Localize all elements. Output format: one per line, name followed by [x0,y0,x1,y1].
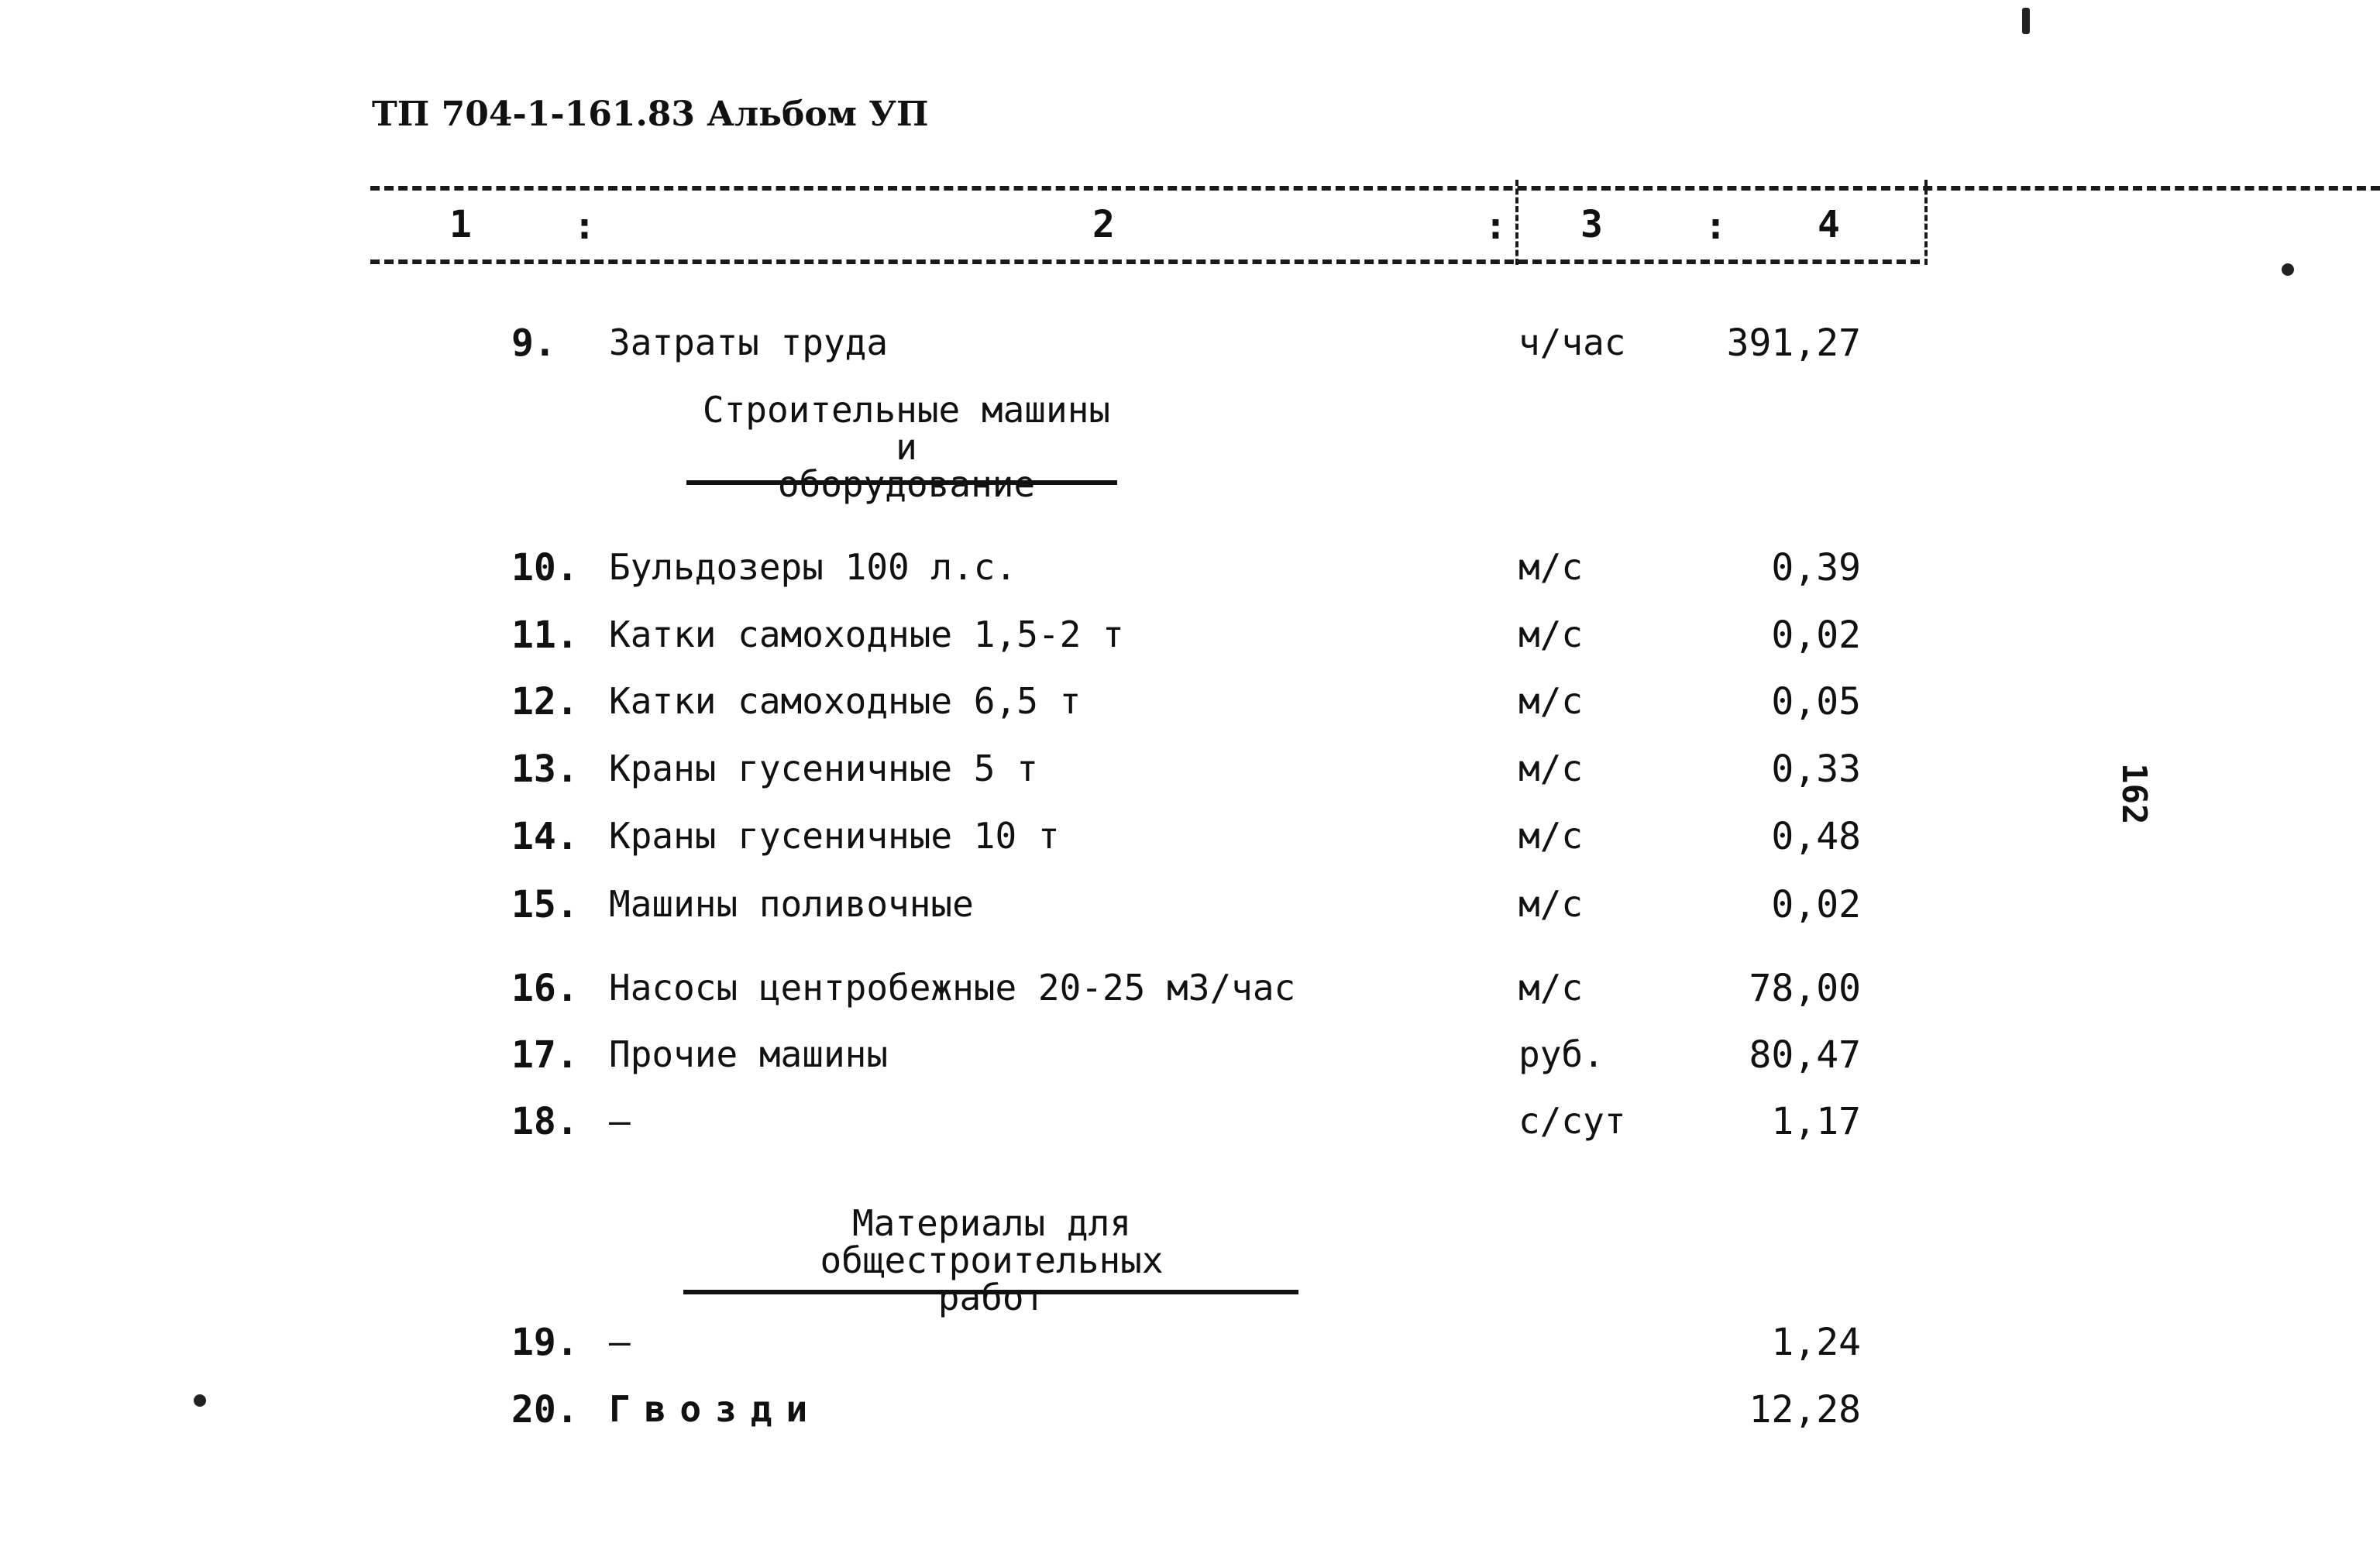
table-row [0,1321,2380,1370]
row-number: 13. [511,748,579,791]
column-separator [1515,180,1518,265]
row-value: 12,28 [1749,1388,1861,1432]
scan-speck [2022,8,2030,34]
row-name: Краны гусеничные 10 т [609,815,1060,857]
row-unit: м/с [1518,680,1584,722]
column-divider-colon: : [1704,205,1727,248]
table-row [0,614,2380,663]
row-name: Бульдозеры 100 л.с. [609,546,1017,588]
row-value: 0,02 [1771,883,1861,926]
row-value: 80,47 [1749,1033,1861,1077]
row-number: 14. [511,815,579,858]
table-header-bottom-rule [370,260,1920,264]
row-unit: с/сут [1518,1100,1626,1142]
column-header-4: 4 [1818,203,1840,246]
row-name: Краны гусеничные 5 т [609,748,1038,789]
row-name: – [609,1321,631,1363]
page-number: 162 [2114,763,2154,825]
row-value: 0,48 [1771,815,1861,858]
table-row [0,1033,2380,1083]
row-number: 18. [511,1100,579,1143]
row-value: 0,33 [1771,748,1861,791]
row-name: Катки самоходные 6,5 т [609,680,1082,722]
row-value: 0,05 [1771,680,1861,724]
table-header-top-rule [370,186,2380,191]
row-name: Катки самоходные 1,5-2 т [609,614,1124,655]
column-header-1: 1 [449,203,472,246]
row-value: 0,02 [1771,614,1861,657]
row-value: 1,17 [1771,1100,1861,1143]
section-heading-materials: Материалы для общестроительных работ [820,1202,1164,1318]
table-row [0,1388,2380,1438]
column-divider-colon: : [1484,205,1507,248]
section-heading-machines: Строительные машины и оборудование [702,389,1111,505]
table-row [0,1100,2380,1150]
column-divider-colon: : [573,205,596,248]
table-row [0,321,2380,371]
row-name: Насосы центробежные 20-25 м3/час [609,967,1296,1009]
column-header-2: 2 [1092,203,1115,246]
table-row [0,680,2380,730]
row-value: 78,00 [1749,967,1861,1010]
row-number: 15. [511,883,579,926]
row-number: 11. [511,614,579,657]
row-unit: м/с [1518,815,1584,857]
table-row [0,748,2380,797]
row-unit: м/с [1518,614,1584,655]
row-value: 1,24 [1771,1321,1861,1364]
section-heading-underline [683,1290,1298,1294]
scan-speck [194,1394,206,1407]
document-title: ТП 704-1-161.83 Альбом УП [372,95,929,134]
table-row [0,546,2380,596]
row-unit: м/с [1518,967,1584,1009]
row-number: 20. [511,1388,579,1432]
row-name: Затраты труда [609,321,889,363]
row-number: 19. [511,1321,579,1364]
row-number: 9. [511,321,556,365]
row-unit: м/с [1518,546,1584,588]
row-unit: м/с [1518,883,1584,925]
row-name: – [609,1100,631,1142]
column-header-3: 3 [1580,203,1603,246]
row-value: 0,39 [1771,546,1861,589]
row-name: Машины поливочные [609,883,974,925]
scan-speck [2282,263,2294,276]
row-number: 17. [511,1033,579,1077]
table-row [0,967,2380,1016]
row-name: Прочие машины [609,1033,889,1075]
row-unit: ч/час [1518,321,1626,363]
table-row [0,815,2380,864]
column-separator-right [1924,180,1928,265]
section-heading-underline [686,480,1117,485]
row-number: 16. [511,967,579,1010]
table-row [0,883,2380,933]
row-number: 12. [511,680,579,724]
row-unit: м/с [1518,748,1584,789]
row-value: 391,27 [1726,321,1861,365]
row-unit: руб. [1518,1033,1604,1075]
row-number: 10. [511,546,579,589]
row-name: Гвозди [609,1388,822,1430]
